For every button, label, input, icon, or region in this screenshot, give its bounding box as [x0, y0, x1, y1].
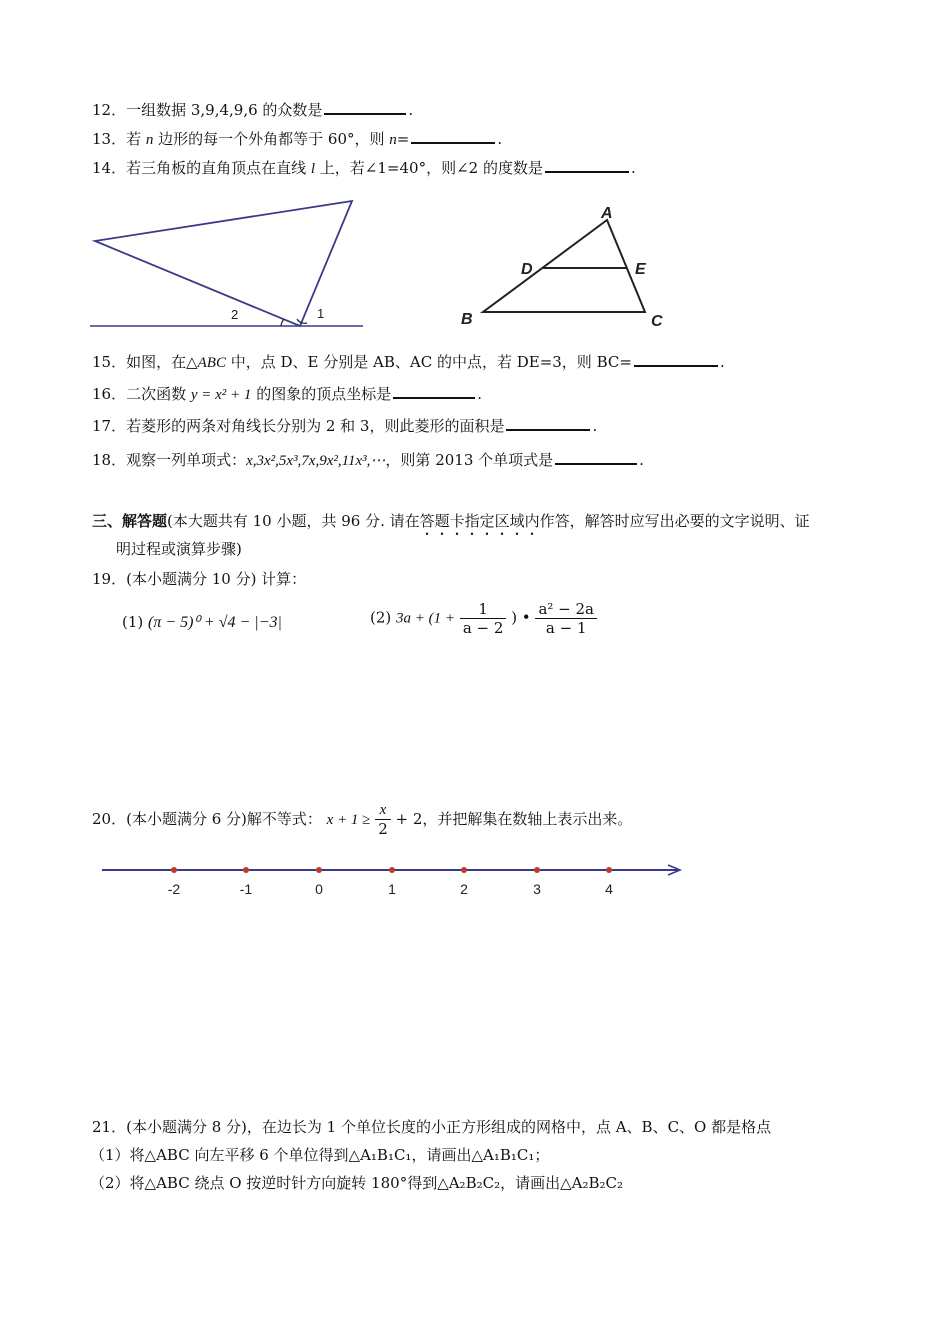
q13-var2: n: [389, 132, 397, 148]
q13-mid: 边形的每一个外角都等于 60°，则: [153, 130, 390, 148]
section-desc-1: (本大题共有 10 小题，共 96 分. 请在: [167, 512, 420, 530]
answer-blank[interactable]: [411, 127, 495, 144]
question-17: [92, 414, 597, 436]
period: .: [497, 130, 503, 148]
label-b: B: [461, 311, 473, 328]
question-12: [92, 98, 413, 120]
q19-fraction-1: [460, 600, 507, 637]
q20-rhs: + 2: [395, 810, 423, 828]
angle-1-label: 1: [317, 306, 325, 321]
q20-frac-num: x: [375, 802, 391, 820]
period: .: [630, 159, 636, 177]
triangle-ruler: [95, 201, 352, 326]
number-line-point: [243, 867, 249, 873]
q19-frac2-num: a² − 2a: [535, 600, 597, 619]
q18-sequence: x,3x²,5x³,7x,9x²,11x³,⋯: [246, 453, 386, 469]
q14-mid: 上，若∠1=40°，则∠2 的度数是: [315, 159, 543, 177]
number-line-point: [389, 867, 395, 873]
period: .: [592, 417, 598, 435]
q19-p1-label: (1): [122, 613, 144, 631]
number-line-point: [461, 867, 467, 873]
period: .: [719, 353, 725, 371]
q17-text: 17．若菱形的两条对角线长分别为 2 和 3，则此菱形的面积是: [92, 417, 505, 435]
number-line-point: [171, 867, 177, 873]
q19-p2-mid: ) •: [511, 608, 531, 627]
question-14: [92, 156, 636, 178]
answer-blank[interactable]: [545, 156, 629, 173]
question-19: [92, 568, 306, 589]
number-line-point: [534, 867, 540, 873]
q19-frac1-den: a − 2: [462, 619, 504, 637]
number-line-label: 1: [388, 881, 396, 897]
q21-p2: （2）将△ABC 绕点 O 按逆时针方向旋转 180°得到△A₂B₂C₂，请画出△A₂B₂C₂: [90, 1174, 624, 1192]
q19-part-2: [370, 600, 597, 637]
period: .: [408, 101, 414, 119]
number-line-label: 3: [533, 881, 541, 897]
q13-pre: 13．若: [92, 130, 146, 148]
triangle-abc: [483, 220, 645, 312]
section-desc-2: 作答，解答时应写出必要的文字说明、证: [539, 512, 810, 530]
triangle-abc-figure: [455, 198, 680, 333]
q19-p2-pre: 3a + (1 +: [396, 610, 456, 627]
section-3-heading-cont: [116, 538, 242, 559]
q16-pre: 16．二次函数: [92, 385, 191, 403]
question-20: [92, 802, 632, 838]
section-title: 三、解答题: [92, 512, 168, 530]
triangle-on-line-figure: [85, 195, 370, 335]
q13-eq: =: [396, 130, 410, 148]
answer-blank[interactable]: [555, 448, 637, 465]
answer-blank[interactable]: [393, 382, 475, 399]
q18-pre: 18．观察一列单项式：: [92, 451, 247, 469]
q20-lhs: x + 1 ≥: [326, 812, 371, 828]
q19-part-1: [122, 612, 282, 632]
section-3-heading: [92, 510, 810, 539]
q20-pre: 20．(本小题满分 6 分)解不等式：: [92, 810, 322, 828]
section-desc-emphasis: 答题卡指定区域内: [419, 512, 540, 530]
period: .: [639, 451, 644, 469]
answer-blank[interactable]: [506, 414, 590, 431]
q20-frac-den: 2: [378, 820, 388, 838]
number-line-label: 2: [460, 881, 468, 897]
number-line-label: -2: [167, 881, 181, 897]
question-12-text: 12．一组数据 3,9,4,9,6 的众数是: [92, 101, 323, 119]
q21-part-2: [90, 1172, 623, 1193]
q16-formula: y = x² + 1: [190, 387, 252, 403]
answer-blank[interactable]: [324, 98, 406, 115]
q21-part-1: [90, 1144, 549, 1165]
angle-2-arc: [281, 319, 284, 326]
answer-blank[interactable]: [634, 350, 718, 367]
question-13: [92, 127, 502, 149]
q15-abc: ABC: [197, 355, 226, 371]
q13-var: n: [145, 132, 154, 148]
question-21: [92, 1116, 771, 1137]
q19-frac2-den: a − 1: [545, 619, 587, 637]
q19-fraction-2: [535, 600, 597, 637]
q21-p1: （1）将△ABC 向左平移 6 个单位得到△A₁B₁C₁，请画出△A₁B₁C₁；: [90, 1146, 550, 1164]
q16-mid: 的图象的顶点坐标是: [251, 385, 392, 403]
number-line: [98, 858, 688, 900]
angle-2-label: 2: [231, 307, 239, 322]
number-line-label: 0: [315, 881, 323, 897]
label-a: A: [601, 205, 613, 222]
section-desc-3: 明过程或演算步骤): [116, 540, 242, 558]
q20-post: ，并把解集在数轴上表示出来。: [422, 810, 633, 828]
label-e: E: [635, 261, 646, 278]
q15-mid: 中，点 D、E 分别是 AB、AC 的中点，若 DE=3，则 BC=: [225, 353, 632, 371]
question-18: [92, 448, 644, 470]
label-d: D: [521, 261, 533, 278]
q19-frac1-num: 1: [460, 600, 507, 619]
period: .: [477, 385, 482, 403]
number-line-label: 4: [605, 881, 613, 897]
number-line-point: [606, 867, 612, 873]
question-16: [92, 382, 482, 404]
q19-p2-label: (2): [370, 608, 392, 627]
q14-var: l: [310, 161, 316, 177]
q19-p1-expr: (π − 5)⁰ + √4 − |−3|: [148, 614, 282, 631]
q20-fraction: [375, 802, 391, 838]
label-c: C: [651, 313, 663, 330]
number-line-point: [316, 867, 322, 873]
q19-head: 19．(本小题满分 10 分) 计算：: [92, 570, 307, 588]
number-line-label: -1: [239, 881, 253, 897]
q18-mid: ，则第 2013 个单项式是: [385, 451, 554, 469]
question-15: [92, 350, 725, 372]
q21-head: 21．(本小题满分 8 分)，在边长为 1 个单位长度的小正方形组成的网格中，点 A、B、C、O 都是格点: [92, 1118, 772, 1136]
q15-pre: 15．如图，在△: [92, 353, 198, 371]
q14-pre: 14．若三角板的直角顶点在直线: [92, 159, 311, 177]
